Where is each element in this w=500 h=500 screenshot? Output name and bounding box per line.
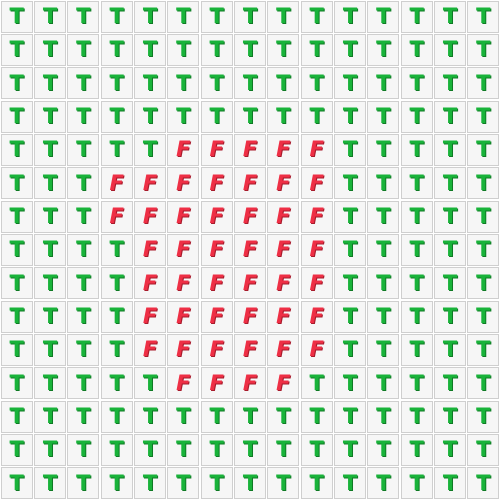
t-tile[interactable]: T	[467, 201, 499, 233]
t-tile[interactable]: T	[34, 34, 66, 66]
t-tile[interactable]: T	[34, 101, 66, 133]
t-tile[interactable]: T	[367, 201, 399, 233]
t-tile[interactable]: T	[367, 434, 399, 466]
t-tile[interactable]: T	[134, 401, 166, 433]
f-tile[interactable]: F	[301, 134, 333, 166]
f-tile[interactable]: F	[167, 134, 199, 166]
t-tile[interactable]: T	[434, 467, 466, 499]
t-tile[interactable]: T	[434, 1, 466, 33]
t-tile[interactable]: T	[1, 1, 33, 33]
t-tile[interactable]: T	[34, 134, 66, 166]
t-tile[interactable]: T	[34, 467, 66, 499]
t-tile[interactable]: T	[67, 367, 99, 399]
f-tile[interactable]: F	[301, 267, 333, 299]
f-tile[interactable]: F	[267, 334, 299, 366]
t-tile[interactable]: T	[434, 434, 466, 466]
t-tile[interactable]: T	[67, 301, 99, 333]
f-tile[interactable]: F	[201, 234, 233, 266]
t-tile[interactable]: T	[367, 1, 399, 33]
t-tile[interactable]: T	[67, 167, 99, 199]
t-tile[interactable]: T	[267, 434, 299, 466]
t-tile[interactable]: T	[134, 367, 166, 399]
t-tile[interactable]: T	[34, 267, 66, 299]
t-tile[interactable]: T	[301, 401, 333, 433]
t-tile[interactable]: T	[401, 67, 433, 99]
t-tile[interactable]: T	[334, 267, 366, 299]
t-tile[interactable]: T	[134, 434, 166, 466]
t-tile[interactable]: T	[1, 301, 33, 333]
t-tile[interactable]: T	[201, 101, 233, 133]
t-tile[interactable]: T	[201, 67, 233, 99]
t-tile[interactable]: T	[134, 34, 166, 66]
t-tile[interactable]: T	[34, 201, 66, 233]
t-tile[interactable]: T	[67, 34, 99, 66]
t-tile[interactable]: T	[234, 467, 266, 499]
t-tile[interactable]: T	[367, 34, 399, 66]
t-tile[interactable]: T	[301, 101, 333, 133]
f-tile[interactable]: F	[134, 301, 166, 333]
f-tile[interactable]: F	[234, 234, 266, 266]
t-tile[interactable]: T	[434, 167, 466, 199]
f-tile[interactable]: F	[267, 301, 299, 333]
t-tile[interactable]: T	[267, 401, 299, 433]
t-tile[interactable]: T	[434, 34, 466, 66]
t-tile[interactable]: T	[1, 101, 33, 133]
t-tile[interactable]: T	[367, 334, 399, 366]
t-tile[interactable]: T	[67, 401, 99, 433]
t-tile[interactable]: T	[334, 67, 366, 99]
f-tile[interactable]: F	[167, 201, 199, 233]
t-tile[interactable]: T	[334, 234, 366, 266]
t-tile[interactable]: T	[434, 134, 466, 166]
t-tile[interactable]: T	[267, 101, 299, 133]
t-tile[interactable]: T	[134, 101, 166, 133]
f-tile[interactable]: F	[267, 201, 299, 233]
t-tile[interactable]: T	[34, 1, 66, 33]
t-tile[interactable]: T	[1, 234, 33, 266]
t-tile[interactable]: T	[434, 267, 466, 299]
t-tile[interactable]: T	[467, 1, 499, 33]
t-tile[interactable]: T	[267, 34, 299, 66]
t-tile[interactable]: T	[201, 434, 233, 466]
t-tile[interactable]: T	[1, 367, 33, 399]
t-tile[interactable]: T	[301, 434, 333, 466]
f-tile[interactable]: F	[167, 367, 199, 399]
t-tile[interactable]: T	[467, 34, 499, 66]
t-tile[interactable]: T	[101, 1, 133, 33]
t-tile[interactable]: T	[401, 201, 433, 233]
t-tile[interactable]: T	[401, 34, 433, 66]
t-tile[interactable]: T	[434, 101, 466, 133]
f-tile[interactable]: F	[201, 367, 233, 399]
f-tile[interactable]: F	[234, 334, 266, 366]
f-tile[interactable]: F	[301, 201, 333, 233]
t-tile[interactable]: T	[301, 1, 333, 33]
f-tile[interactable]: F	[101, 167, 133, 199]
t-tile[interactable]: T	[301, 34, 333, 66]
t-tile[interactable]: T	[467, 401, 499, 433]
f-tile[interactable]: F	[234, 267, 266, 299]
t-tile[interactable]: T	[401, 101, 433, 133]
f-tile[interactable]: F	[267, 234, 299, 266]
f-tile[interactable]: F	[167, 267, 199, 299]
f-tile[interactable]: F	[134, 201, 166, 233]
t-tile[interactable]: T	[467, 267, 499, 299]
t-tile[interactable]: T	[101, 67, 133, 99]
t-tile[interactable]: T	[467, 334, 499, 366]
t-tile[interactable]: T	[467, 234, 499, 266]
f-tile[interactable]: F	[234, 201, 266, 233]
t-tile[interactable]: T	[1, 134, 33, 166]
t-tile[interactable]: T	[334, 134, 366, 166]
t-tile[interactable]: T	[101, 234, 133, 266]
t-tile[interactable]: T	[34, 234, 66, 266]
f-tile[interactable]: F	[201, 301, 233, 333]
t-tile[interactable]: T	[401, 467, 433, 499]
f-tile[interactable]: F	[134, 334, 166, 366]
t-tile[interactable]: T	[367, 301, 399, 333]
t-tile[interactable]: T	[134, 1, 166, 33]
t-tile[interactable]: T	[434, 234, 466, 266]
t-tile[interactable]: T	[201, 401, 233, 433]
t-tile[interactable]: T	[434, 201, 466, 233]
t-tile[interactable]: T	[301, 467, 333, 499]
t-tile[interactable]: T	[367, 267, 399, 299]
t-tile[interactable]: T	[367, 234, 399, 266]
t-tile[interactable]: T	[234, 101, 266, 133]
t-tile[interactable]: T	[234, 434, 266, 466]
t-tile[interactable]: T	[167, 101, 199, 133]
f-tile[interactable]: F	[234, 367, 266, 399]
t-tile[interactable]: T	[101, 134, 133, 166]
f-tile[interactable]: F	[201, 334, 233, 366]
f-tile[interactable]: F	[201, 167, 233, 199]
t-tile[interactable]: T	[301, 367, 333, 399]
t-tile[interactable]: T	[334, 334, 366, 366]
f-tile[interactable]: F	[167, 234, 199, 266]
t-tile[interactable]: T	[167, 401, 199, 433]
f-tile[interactable]: F	[201, 134, 233, 166]
t-tile[interactable]: T	[467, 167, 499, 199]
t-tile[interactable]: T	[401, 367, 433, 399]
t-tile[interactable]: T	[467, 301, 499, 333]
t-tile[interactable]: T	[1, 434, 33, 466]
t-tile[interactable]: T	[134, 134, 166, 166]
f-tile[interactable]: F	[134, 167, 166, 199]
t-tile[interactable]: T	[334, 467, 366, 499]
f-tile[interactable]: F	[234, 167, 266, 199]
t-tile[interactable]: T	[1, 34, 33, 66]
t-tile[interactable]: T	[301, 67, 333, 99]
t-tile[interactable]: T	[67, 1, 99, 33]
t-tile[interactable]: T	[334, 101, 366, 133]
t-tile[interactable]: T	[1, 201, 33, 233]
t-tile[interactable]: T	[467, 434, 499, 466]
t-tile[interactable]: T	[34, 67, 66, 99]
f-tile[interactable]: F	[167, 301, 199, 333]
t-tile[interactable]: T	[467, 367, 499, 399]
t-tile[interactable]: T	[467, 134, 499, 166]
f-tile[interactable]: F	[267, 267, 299, 299]
t-tile[interactable]: T	[1, 334, 33, 366]
t-tile[interactable]: T	[367, 167, 399, 199]
f-tile[interactable]: F	[267, 167, 299, 199]
t-tile[interactable]: T	[1, 167, 33, 199]
t-tile[interactable]: T	[101, 467, 133, 499]
t-tile[interactable]: T	[401, 267, 433, 299]
t-tile[interactable]: T	[101, 367, 133, 399]
t-tile[interactable]: T	[67, 434, 99, 466]
t-tile[interactable]: T	[467, 467, 499, 499]
t-tile[interactable]: T	[401, 334, 433, 366]
t-tile[interactable]: T	[101, 34, 133, 66]
t-tile[interactable]: T	[334, 34, 366, 66]
t-tile[interactable]: T	[1, 401, 33, 433]
t-tile[interactable]: T	[367, 67, 399, 99]
t-tile[interactable]: T	[434, 67, 466, 99]
t-tile[interactable]: T	[101, 101, 133, 133]
t-tile[interactable]: T	[67, 334, 99, 366]
f-tile[interactable]: F	[234, 301, 266, 333]
t-tile[interactable]: T	[67, 67, 99, 99]
f-tile[interactable]: F	[301, 167, 333, 199]
t-tile[interactable]: T	[367, 401, 399, 433]
t-tile[interactable]: T	[167, 434, 199, 466]
t-tile[interactable]: T	[334, 434, 366, 466]
t-tile[interactable]: T	[1, 267, 33, 299]
t-tile[interactable]: T	[67, 201, 99, 233]
t-tile[interactable]: T	[134, 467, 166, 499]
t-tile[interactable]: T	[367, 134, 399, 166]
t-tile[interactable]: T	[467, 67, 499, 99]
f-tile[interactable]: F	[301, 301, 333, 333]
t-tile[interactable]: T	[67, 101, 99, 133]
f-tile[interactable]: F	[301, 334, 333, 366]
t-tile[interactable]: T	[334, 201, 366, 233]
t-tile[interactable]: T	[367, 467, 399, 499]
t-tile[interactable]: T	[234, 401, 266, 433]
t-tile[interactable]: T	[434, 401, 466, 433]
t-tile[interactable]: T	[201, 34, 233, 66]
t-tile[interactable]: T	[67, 134, 99, 166]
t-tile[interactable]: T	[201, 1, 233, 33]
t-tile[interactable]: T	[167, 34, 199, 66]
t-tile[interactable]: T	[434, 334, 466, 366]
t-tile[interactable]: T	[401, 301, 433, 333]
t-tile[interactable]: T	[34, 401, 66, 433]
t-tile[interactable]: T	[234, 67, 266, 99]
t-tile[interactable]: T	[467, 101, 499, 133]
t-tile[interactable]: T	[67, 267, 99, 299]
t-tile[interactable]: T	[334, 401, 366, 433]
t-tile[interactable]: T	[101, 334, 133, 366]
t-tile[interactable]: T	[334, 167, 366, 199]
t-tile[interactable]: T	[34, 367, 66, 399]
t-tile[interactable]: T	[367, 367, 399, 399]
t-tile[interactable]: T	[401, 134, 433, 166]
t-tile[interactable]: T	[434, 301, 466, 333]
t-tile[interactable]: T	[67, 234, 99, 266]
t-tile[interactable]: T	[101, 401, 133, 433]
f-tile[interactable]: F	[201, 201, 233, 233]
t-tile[interactable]: T	[101, 267, 133, 299]
t-tile[interactable]: T	[34, 167, 66, 199]
t-tile[interactable]: T	[334, 301, 366, 333]
t-tile[interactable]: T	[67, 467, 99, 499]
t-tile[interactable]: T	[367, 101, 399, 133]
t-tile[interactable]: T	[201, 467, 233, 499]
t-tile[interactable]: T	[334, 367, 366, 399]
t-tile[interactable]: T	[234, 34, 266, 66]
t-tile[interactable]: T	[267, 67, 299, 99]
t-tile[interactable]: T	[401, 434, 433, 466]
f-tile[interactable]: F	[134, 234, 166, 266]
f-tile[interactable]: F	[134, 267, 166, 299]
t-tile[interactable]: T	[334, 1, 366, 33]
f-tile[interactable]: F	[167, 167, 199, 199]
t-tile[interactable]: T	[1, 467, 33, 499]
t-tile[interactable]: T	[234, 1, 266, 33]
t-tile[interactable]: T	[434, 367, 466, 399]
f-tile[interactable]: F	[267, 367, 299, 399]
t-tile[interactable]: T	[34, 334, 66, 366]
t-tile[interactable]: T	[134, 67, 166, 99]
t-tile[interactable]: T	[167, 67, 199, 99]
t-tile[interactable]: T	[401, 167, 433, 199]
t-tile[interactable]: T	[101, 434, 133, 466]
t-tile[interactable]: T	[401, 1, 433, 33]
f-tile[interactable]: F	[234, 134, 266, 166]
t-tile[interactable]: T	[34, 301, 66, 333]
t-tile[interactable]: T	[267, 1, 299, 33]
f-tile[interactable]: F	[201, 267, 233, 299]
t-tile[interactable]: T	[1, 67, 33, 99]
t-tile[interactable]: T	[401, 234, 433, 266]
t-tile[interactable]: T	[401, 401, 433, 433]
t-tile[interactable]: T	[167, 467, 199, 499]
t-tile[interactable]: T	[167, 1, 199, 33]
t-tile[interactable]: T	[101, 301, 133, 333]
f-tile[interactable]: F	[267, 134, 299, 166]
f-tile[interactable]: F	[167, 334, 199, 366]
t-tile[interactable]: T	[267, 467, 299, 499]
f-tile[interactable]: F	[101, 201, 133, 233]
t-tile[interactable]: T	[34, 434, 66, 466]
f-tile[interactable]: F	[301, 234, 333, 266]
